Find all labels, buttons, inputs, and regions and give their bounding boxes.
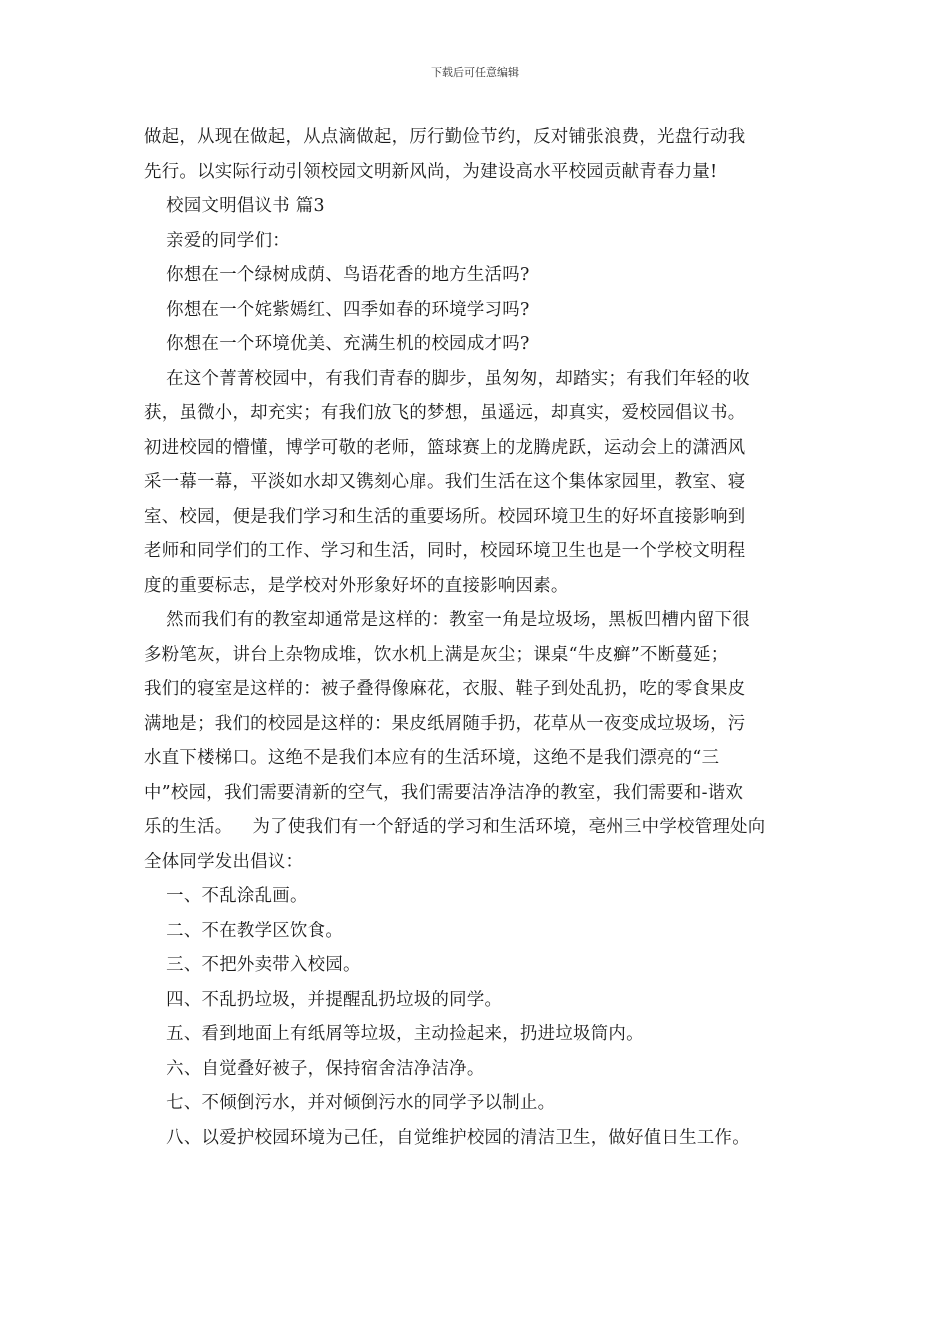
paragraph-line: 全体同学发出倡议：	[144, 851, 304, 872]
paragraph-line: 获，虽微小，却充实；有我们放飞的梦想，虽遥远，却真实，爱校园倡议书。	[144, 403, 746, 423]
list-item: 四、不乱扔垃圾，并提醒乱扔垃圾的同学。	[166, 989, 503, 1010]
paragraph-line: 先行。以实际行动引领校园文明新风尚，为建设高水平校园贡献青春力量!	[144, 161, 718, 182]
paragraph-line: 我们的寝室是这样的：被子叠得像麻花，衣服、鞋子到处乱扔，吃的零食果皮	[144, 679, 746, 699]
paragraph-line	[144, 810, 808, 845]
list-item: 五、看到地面上有纸屑等垃圾，主动捡起来，扔进垃圾筒内。	[166, 1024, 644, 1044]
list-item: 六、自觉叠好被子，保持宿舍洁净洁净。	[166, 1058, 485, 1079]
list-item: 三、不把外卖带入校园。	[166, 955, 361, 975]
paragraph-line: 在这个菁菁校园中，有我们青春的脚步，虽匆匆，却踏实；有我们年轻的收	[166, 368, 750, 389]
list-item: 一、不乱涂乱画。	[166, 886, 308, 906]
paragraph-line: 水直下楼梯口。这绝不是我们本应有的生活环境，这绝不是我们漂亮的“三	[144, 748, 720, 768]
list-item: 八、以爱护校园环境为己任，自觉维护校园的清洁卫生，做好值日生工作。	[166, 1127, 750, 1148]
list-item: 二、不在教学区饮食。	[166, 920, 344, 941]
question-line: 你想在一个绿树成荫、鸟语花香的地方生活吗?	[166, 265, 530, 285]
paragraph-line: 度的重要标志，是学校对外形象好坏的直接影响因素。	[144, 575, 569, 596]
paragraph-line: 中”校园，我们需要清新的空气，我们需要洁净洁净的教室，我们需要和-谐欢	[144, 782, 744, 803]
paragraph-line: 室、校园，便是我们学习和生活的重要场所。校园环境卫生的好坏直接影响到	[144, 506, 746, 527]
paragraph-fragment: 乐的生活。	[144, 817, 233, 837]
document-body	[144, 120, 808, 1155]
paragraph-fragment: 为了使我们有一个舒适的学习和生活环境，亳州三中学校管理处向	[252, 817, 766, 837]
paragraph-line: 满地是；我们的校园是这样的：果皮纸屑随手扔，花草从一夜变成垃圾场，污	[144, 713, 746, 734]
paragraph-line: 初进校园的懵懂，博学可敬的老师，篮球赛上的龙腾虎跃，运动会上的潇洒风	[144, 437, 746, 458]
paragraph-line: 老师和同学们的工作、学习和生活，同时，校园环境卫生也是一个学校文明程	[144, 541, 746, 561]
list-item: 七、不倾倒污水，并对倾倒污水的同学予以制止。	[166, 1093, 556, 1113]
paragraph-line: 采一幕一幕，平淡如水却又镌刻心扉。我们生活在这个集体家园里，教室、寝	[144, 472, 746, 492]
section-title: 校园文明倡议书 篇3	[166, 196, 325, 216]
greeting: 亲爱的同学们：	[166, 230, 290, 251]
paragraph-line: 做起，从现在做起，从点滴做起，厉行勤俭节约，反对铺张浪费，光盘行动我	[144, 127, 746, 147]
paragraph-line: 多粉笔灰，讲台上杂物成堆，饮水机上满是灰尘；课桌“牛皮癣”不断蔓延；	[144, 644, 729, 665]
question-line: 你想在一个环境优美、充满生机的校园成才吗?	[166, 334, 530, 354]
page-header-note: 下载后可任意编辑	[431, 66, 519, 79]
paragraph-line: 然而我们有的教室却通常是这样的：教室一角是垃圾场，黑板凹槽内留下很	[166, 610, 750, 630]
question-line: 你想在一个姹紫嫣红、四季如春的环境学习吗?	[166, 299, 530, 320]
